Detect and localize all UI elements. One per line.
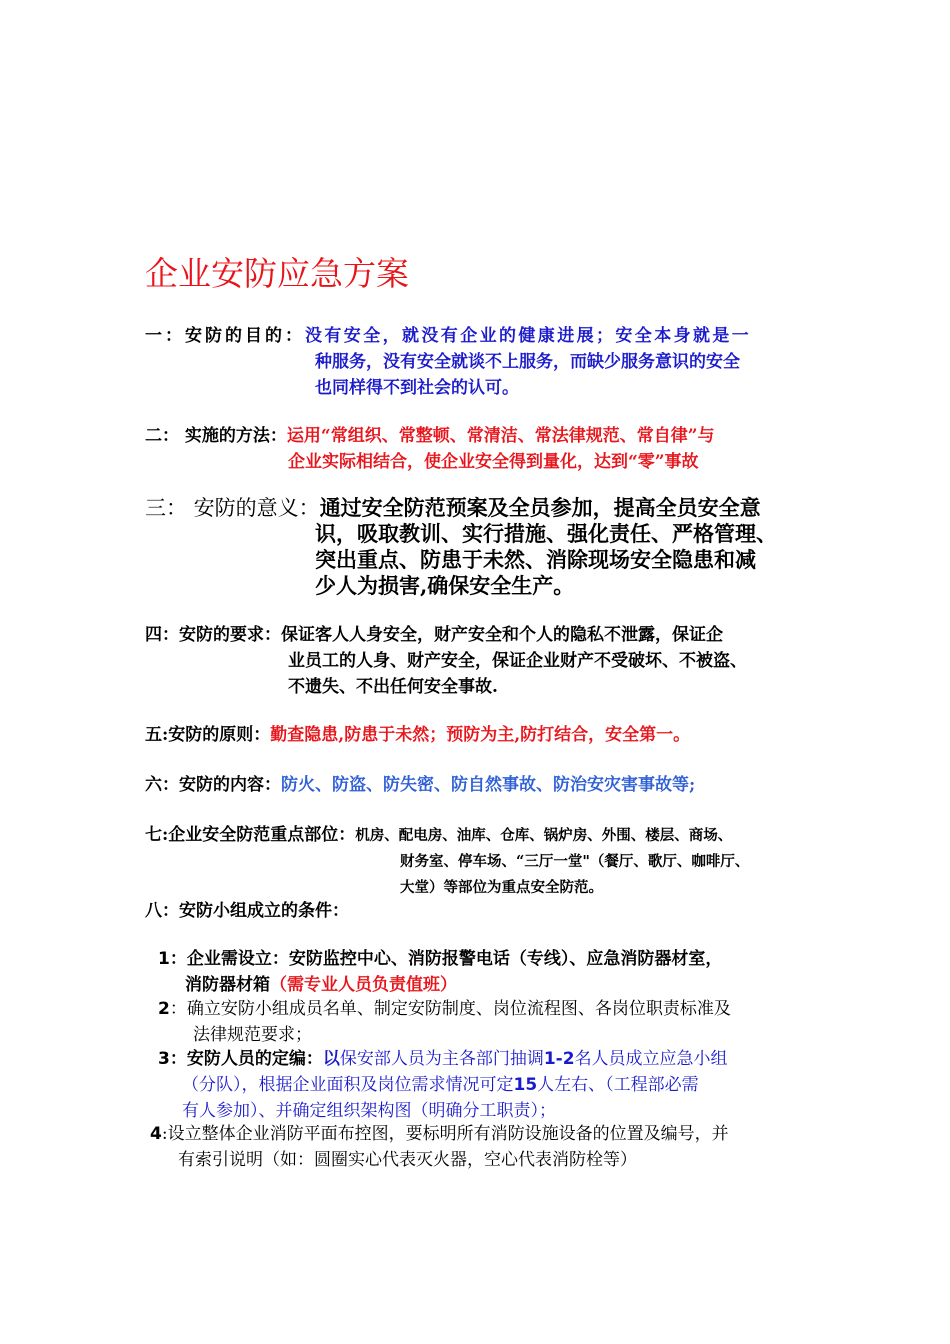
list-item xyxy=(158,996,731,1048)
section-key-areas xyxy=(145,822,825,901)
section-content xyxy=(145,772,825,798)
item-text: 以 xyxy=(322,1049,340,1069)
list-item xyxy=(158,1046,728,1124)
item-line: 有索引说明（如：圆圈实心代表灭火器，空心代表消防栓等） xyxy=(178,1150,637,1170)
section-label: 一：安防的目的： xyxy=(145,326,305,346)
item-count: 15 xyxy=(513,1075,538,1095)
item-line: 法律规范要求； xyxy=(193,1025,312,1045)
section-line: 运用“常组织、常整顿、常清洁、常法律规范、常自律”与 xyxy=(286,426,715,446)
section-principles xyxy=(145,722,825,748)
section-line: 财务室、停车场、“三厅一堂"（餐厅、歌厅、咖啡厅、 xyxy=(400,853,750,870)
section-label: 七:企业安全防范重点部位： xyxy=(145,825,356,845)
section-purpose xyxy=(145,323,825,401)
section-line: 企业实际相结合，使企业安全得到量化，达到“零”事故 xyxy=(288,452,699,472)
item-text: 保安部人员为主各部门抽调 xyxy=(339,1049,544,1069)
item-number: 4 xyxy=(150,1124,162,1144)
document-title: 企业安防应急方案 xyxy=(145,254,409,293)
section-line: 业员工的人身、财产安全，保证企业财产不受破坏、不被盗、 xyxy=(288,651,747,671)
item-line: :设立整体企业消防平面布控图，要标明所有消防设施设备的位置及编号，并 xyxy=(161,1124,729,1144)
item-line: 消防器材箱 xyxy=(185,975,270,995)
section-label: 五:安防的原则： xyxy=(145,725,271,745)
item-line: 有人参加）、并确定组织架构图（明确分工职责）； xyxy=(182,1101,556,1121)
section-significance xyxy=(145,495,825,599)
section-line: 种服务，没有安全就谈不上服务，而缺少服务意识的安全 xyxy=(315,352,740,372)
section-label: 八：安防小组成立的条件： xyxy=(145,901,349,921)
item-number-range: 1-2 xyxy=(543,1049,575,1069)
item-text: 名人员成立应急小组 xyxy=(574,1049,728,1069)
item-label: ：安防人员的定编： xyxy=(169,1049,323,1069)
section-method xyxy=(145,423,825,475)
section-line: 少人为损害,确保安全生产。 xyxy=(315,573,575,598)
item-number: 3 xyxy=(158,1049,170,1069)
item-text: 人左右、（工程部必需 xyxy=(537,1075,699,1095)
section-line: 没有安全，就没有企业的健康进展；安全本身就是一 xyxy=(305,326,752,346)
list-item xyxy=(150,1121,729,1173)
item-number: 2 xyxy=(158,999,170,1019)
section-label: 六：安防的内容： xyxy=(145,775,281,795)
item-number: 1 xyxy=(158,949,170,969)
section-team-conditions xyxy=(145,898,825,924)
section-line: 突出重点、防患于未然、消除现场安全隐患和减 xyxy=(315,547,756,572)
section-line: 不遗失、不出任何安全事故. xyxy=(288,677,498,697)
section-line: 识，吸取教训、实行措施、强化责任、严格管理、 xyxy=(315,521,777,546)
section-line: 也同样得不到社会的认可。 xyxy=(315,378,519,398)
item-note: （需专业人员负责值班） xyxy=(270,975,457,995)
section-line: 机房、配电房、油库、仓库、锅炉房、外围、楼层、商场、 xyxy=(355,827,733,844)
item-text: （分队），根据企业面积及岗位需求情况可定 xyxy=(182,1075,514,1095)
section-line: 保证客人人身安全，财产安全和个人的隐私不泄露，保证企 xyxy=(281,625,723,645)
section-requirements xyxy=(145,622,825,700)
section-label: 三： 安防的意义： xyxy=(145,496,320,520)
section-label: 二： 实施的方法： xyxy=(145,426,287,446)
section-line: 通过安全防范预案及全员参加，提高全员安全意 xyxy=(319,495,761,520)
item-line: ：确立安防小组成员名单、制定安防制度、岗位流程图、各岗位职责标准及 xyxy=(169,999,731,1019)
item-line: ：企业需设立：安防监控中心、消防报警电话（专线）、应急消防器材室， xyxy=(169,949,723,969)
section-content-text: 防火、防盗、防失密、防自然事故、防治安灾害事故等; xyxy=(281,775,696,795)
list-item xyxy=(158,946,722,998)
section-label: 四：安防的要求： xyxy=(145,625,281,645)
section-line: 大堂）等部位为重点安全防范。 xyxy=(400,879,603,896)
section-content: 勤查隐患,防患于未然；预防为主,防打结合，安全第一。 xyxy=(270,725,691,745)
